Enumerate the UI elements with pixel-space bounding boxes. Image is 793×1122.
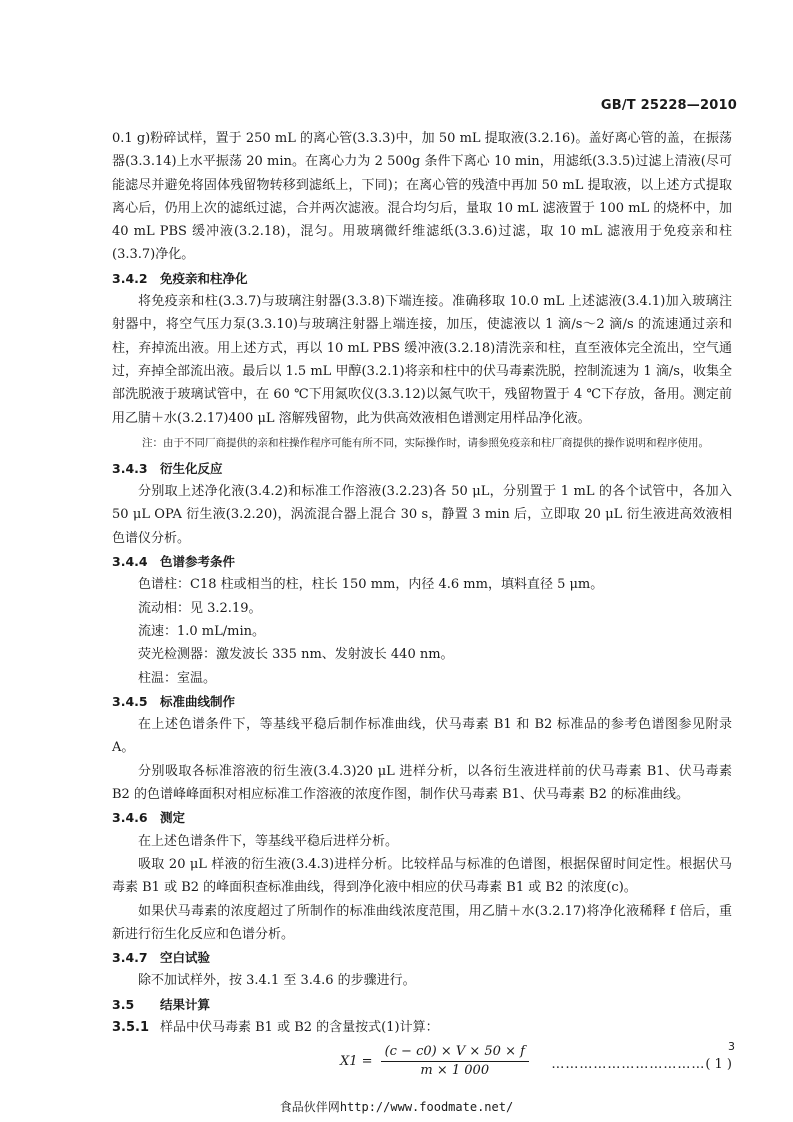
- section-number: 3.5.1: [112, 1019, 150, 1035]
- section-number: 3.4.5: [112, 693, 148, 709]
- section-3-4-5-paragraph-a: 在上述色谱条件下，等基线平稳后制作标准曲线，伏马毒素 B1 和 B2 标准品的参考色谱图参见附录 A。: [112, 717, 732, 756]
- section-3-5-heading: [112, 993, 732, 1016]
- formula-numerator: (c − c0) × V × 50 × f: [381, 1043, 529, 1062]
- section-3-4-7-paragraph: 除不加试样外，按 3.4.1 至 3.4.6 的步骤进行。: [138, 973, 416, 989]
- section-3-4-2-heading: [112, 267, 732, 290]
- section-title: 空白试验: [160, 950, 211, 966]
- section-title: 测定: [160, 810, 186, 826]
- formula-lhs: X1 =: [340, 1054, 373, 1070]
- condition-flow-rate: 流速：1.0 mL/min。: [138, 623, 266, 639]
- condition-detector: 荧光检测器：激发波长 335 nm、发射波长 440 nm。: [138, 647, 454, 663]
- footer-site-name: 食品伙伴网: [279, 1100, 340, 1114]
- section-3-4-5-heading: [112, 690, 732, 713]
- section-title: 标准曲线制作: [160, 693, 236, 709]
- section-title: 样品中伏马毒素 B1 或 B2 的含量按式(1)计算：: [160, 1019, 439, 1035]
- section-number: 3.4.7: [112, 950, 148, 966]
- condition-mobile-phase: 流动相：见 3.2.19。: [138, 600, 262, 616]
- formula-number: ( 1 ): [705, 1057, 732, 1073]
- formula-1: [112, 1041, 732, 1085]
- section-title: 色谱参考条件: [160, 554, 236, 570]
- note: [112, 434, 732, 453]
- page-number: 3: [728, 1040, 735, 1053]
- formula-denominator: m × 1 000: [420, 1063, 490, 1079]
- section-title: 衍生化反应: [160, 460, 223, 476]
- condition-column-temp: 柱温：室温。: [138, 670, 217, 686]
- section-number: 3.4.2: [112, 270, 148, 286]
- section-3-4-4-heading: [112, 550, 732, 573]
- section-number: 3.4.3: [112, 460, 148, 476]
- section-3-4-2-paragraph: 将免疫亲和柱(3.3.7)与玻璃注射器(3.3.8)下端连接。准确移取 10.0 mL 上述滤液(3.4.1)加入玻璃注射器中，将空气压力泵(3.3.10)与玻璃注射器上端连接，加压，使滤液以 1 滴/s～2 滴/s 的流速通过亲和柱，弃掉流出液。用上述方式，再以 10 mL PBS 缓冲液(3.2.18)清洗亲和柱，直至液体完全流出，空气通过，弃掉全部流出液。最后以 1.5 mL 甲醇(3.2.1)将亲和柱中的伏马毒素洗脱，控制流速为 1 滴/s，收集全部洗脱液于玻璃试管中，在 60 ℃下用氮吹仪(3.3.12)以氮气吹干，残留物置于 4 ℃下存放，备用。测定前用乙腈＋水(3.2.17)400 μL 溶解残留物，此为供高效液相色谱测定用样品净化液。: [112, 294, 732, 426]
- section-3-4-3-heading: [112, 457, 732, 480]
- section-number: 3.5: [112, 996, 135, 1012]
- section-3-4-6-paragraph-a: 在上述色谱条件下，等基线平稳后进样分析。: [138, 833, 399, 849]
- formula-fraction: [381, 1043, 529, 1080]
- formula-number-row: [551, 1053, 732, 1076]
- section-3-4-6-heading: [112, 806, 732, 829]
- section-number: 3.4.4: [112, 554, 148, 570]
- section-3-4-7-heading: [112, 946, 732, 969]
- section-3-5-1-heading: [112, 1016, 732, 1039]
- section-3-4-6-paragraph-b: 吸取 20 μL 样液的衍生液(3.4.3)进样分析。比较样品与标准的色谱图，根据保留时间定性。根据伏马毒素 B1 或 B2 的峰面积查标准曲线，得到净化液中相应的伏马毒素 B1 或 B2 的浓度(c)。: [112, 856, 732, 896]
- section-title: 免疫亲和柱净化: [160, 270, 248, 286]
- intro-paragraph: 0.1 g)粉碎试样，置于 250 mL 的离心管(3.3.3)中，加 50 mL 提取液(3.2.16)。盖好离心管的盖，在振荡器(3.3.14)上水平振荡 20 min。在离心力为 2 500g 条件下离心 10 min，用滤纸(3.3.5)过滤上清液(尽可能滤尽并避免将固体残留物转移到滤纸上，下同)；在离心管的残渣中再加 50 mL 提取液，以上述方式提取离心后，仍用上次的滤纸过滤，合并两次滤液。混合均匀后，量取 10 mL 滤液置于 100 mL 的烧杯中，加 40 mL PBS 缓冲液(3.2.18)，混匀。用玻璃微纤维滤纸(3.3.6)过滤，取 10 mL 滤液用于免疫亲和柱(3.3.7)净化。: [112, 131, 732, 263]
- section-title: 结果计算: [160, 996, 211, 1012]
- section-number: 3.4.6: [112, 810, 148, 826]
- footer-url[interactable]: http://www.foodmate.net/: [339, 1100, 514, 1114]
- note-text: 由于不同厂商提供的亲和柱操作程序可能有所不同，实际操作时，请参照免疫亲和柱厂商提供的操作说明和程序使用。: [163, 436, 709, 449]
- section-3-4-6-paragraph-c: 如果伏马毒素的浓度超过了所制作的标准曲线浓度范围，用乙腈＋水(3.2.17)将净化液稀释 f 倍后，重新进行衍生化反应和色谱分析。: [112, 903, 732, 942]
- section-3-4-3-paragraph: 分别取上述净化液(3.4.2)和标准工作溶液(3.2.23)各 50 μL，分别置于 1 mL 的各个试管中，各加入 50 μL OPA 衍生液(3.2.20)，涡流混合器上混合 30 s，静置 3 min 后，立即取 20 μL 衍生液进高效液相色谱仪分析。: [112, 484, 732, 546]
- note-label: 注：: [142, 436, 163, 449]
- section-3-4-5-paragraph-b: 分别吸取各标准溶液的衍生液(3.4.3)20 μL 进样分析，以各衍生液进样前的伏马毒素 B1、伏马毒素 B2 的色谱峰峰面积对相应标准工作溶液的浓度作图，制作伏马毒素 B1、伏马毒素 B2 的标准曲线。: [112, 763, 732, 803]
- formula-dots: ……………………………: [551, 1057, 706, 1073]
- standard-code: GB/T 25228—2010: [600, 98, 737, 113]
- page-body: [112, 127, 732, 1085]
- condition-column: 色谱柱：C18 柱或相当的柱，柱长 150 mm，内径 4.6 mm，填料直径 5 μm。: [138, 577, 604, 593]
- formula-expression: [340, 1043, 529, 1080]
- footer: [0, 1098, 793, 1115]
